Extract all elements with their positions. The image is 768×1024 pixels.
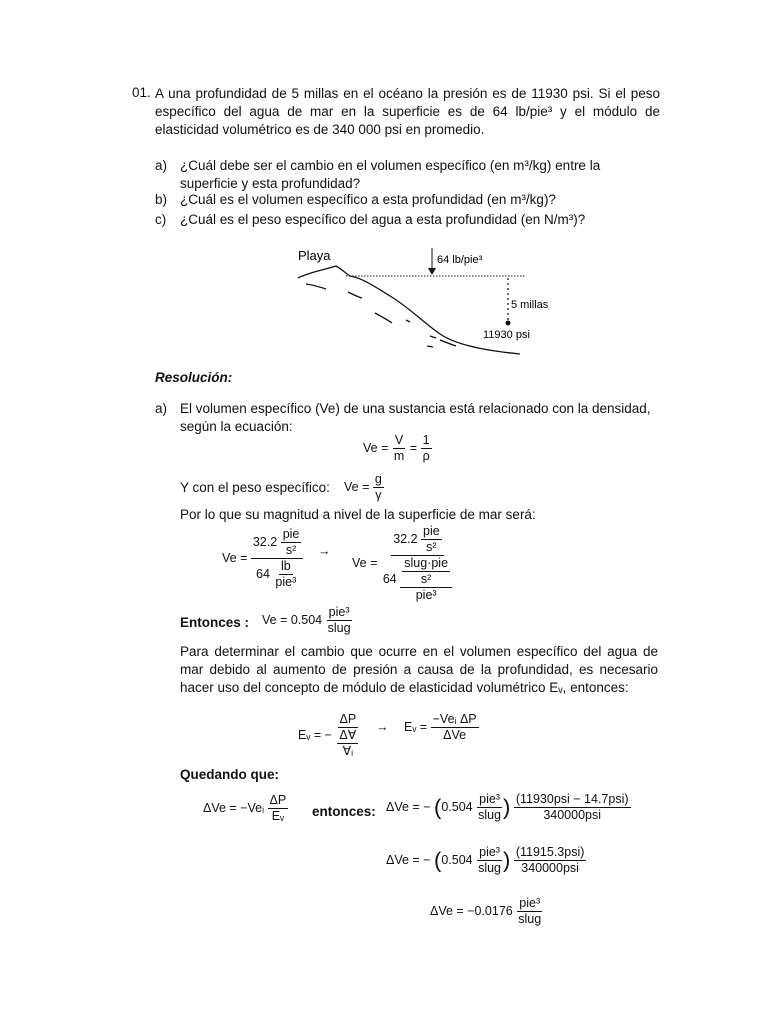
- eq1-num-b: 1: [422, 433, 430, 447]
- eq1-fraction-a: [392, 433, 406, 464]
- resolution-heading: Resolución:: [155, 370, 233, 385]
- equation-surface-result: [262, 605, 353, 636]
- eq4-den: slug: [327, 621, 351, 635]
- eq3-right-den-coef: 64: [382, 571, 397, 586]
- eq7-unit-d: slug: [478, 808, 502, 822]
- eq3-numerator: [251, 527, 304, 559]
- eq9-fraction: [516, 896, 543, 927]
- eq6-fraction: [268, 793, 289, 824]
- eq8-lhs: ΔVe = −: [386, 852, 431, 867]
- resolution-part-letter: a): [155, 401, 168, 416]
- eq5-lhs2: Eᵥ =: [404, 719, 428, 734]
- eq3-right-den-upper: [400, 556, 452, 588]
- eq3-right-num-unit-n: pie: [423, 524, 440, 538]
- eq3-denominator: [254, 559, 300, 590]
- eq5-den-d: ∀ᵢ: [342, 744, 354, 758]
- remaining-text: Quedando que:: [180, 767, 279, 782]
- question-b-text: ¿Cuál es el volumen específico a esta profundidad (en m³/kg)?: [180, 192, 556, 207]
- eq8-coef: 0.504: [441, 852, 473, 867]
- eq3-den-coef: 64: [256, 566, 270, 581]
- eq3-lhs2: Ve =: [352, 555, 378, 570]
- eq4-num: pie³: [328, 605, 350, 619]
- eq3-num-unit-d: s²: [285, 543, 297, 557]
- eq8-unit-d: slug: [478, 861, 502, 875]
- question-a-letter: a): [155, 158, 168, 173]
- eq8-den: 340000psi: [521, 861, 579, 875]
- equation-surface-left: [222, 527, 303, 590]
- eq3-right-num-unit-d: s²: [426, 540, 437, 554]
- eq3-num-unit-n: pie: [282, 527, 300, 541]
- eq4-lhs: Ve = 0.504: [262, 612, 323, 627]
- eq9-lhs: ΔVe = −0.0176: [430, 903, 513, 918]
- eq7-unit: [476, 792, 503, 823]
- depth-point-marker: [506, 321, 511, 326]
- equation-bulk-modulus-2: [404, 712, 479, 743]
- question-a-text: ¿Cuál debe ser el cambio en el volumen específico (en m³/kg) entre la superficie y esta profundidad?: [180, 158, 601, 191]
- ocean-depth-figure: [280, 240, 549, 365]
- eq7-den: 340000psi: [543, 808, 602, 822]
- eq1-fraction-b: [421, 433, 432, 464]
- eq9-den: slug: [518, 912, 542, 926]
- eq4-fraction: [326, 605, 353, 636]
- eq1-den-b: ρ: [422, 449, 430, 463]
- eq3-right-den-mid: s²: [420, 572, 432, 586]
- resolution-intro: El volumen específico (Ve) de una sustancia está relacionado con la densidad, según la ecuación:: [180, 401, 651, 434]
- eq1-num-a: V: [394, 433, 404, 447]
- beach-label: Playa: [298, 248, 331, 263]
- eq5-fraction: [335, 712, 360, 759]
- eq8-num: (11915.3psi): [515, 845, 585, 859]
- then-word: entonces:: [312, 804, 376, 819]
- equation-surface-right: [352, 524, 454, 603]
- eq7-num: (11930psi − 14.7psi): [515, 792, 629, 806]
- surface-weight-label: 64 lb/pie³: [437, 254, 483, 266]
- eq8-unit: [476, 845, 503, 876]
- equation-delta-ve-substituted: ΔVe = − (0.504 $\frac{\text{pie³}}{\text{slug}}$ ) $\frac{\text{(11930psi − 14.7psi)}}{\text{340000psi}}$: [386, 792, 629, 822]
- wave-mark: [375, 313, 392, 323]
- wave-mark: [427, 346, 433, 347]
- eq5-num2: −Veᵢ ΔP: [432, 712, 477, 726]
- eq3-right-numerator: [391, 524, 444, 556]
- eq2-lhs: Ve =: [344, 479, 370, 494]
- wave-mark: [406, 320, 410, 322]
- question-b-letter: b): [155, 192, 168, 207]
- eq5-den: [335, 728, 360, 759]
- eq5-num: ΔP: [339, 712, 357, 726]
- eq3-right-num-coef: 32.2: [393, 531, 418, 546]
- eq5-arrow: →: [376, 720, 389, 734]
- eq3-num-coef: 32.2: [252, 534, 278, 549]
- eq3-arrow: →: [318, 544, 331, 558]
- question-c-letter: c): [155, 212, 167, 227]
- equation-bulk-modulus: [298, 712, 360, 759]
- eq3-right-den-top: slug·pie: [404, 556, 449, 570]
- question-c-text: ¿Cuál es el peso específico del agua a esta profundidad (en N/m³)?: [180, 212, 586, 227]
- eq2-den: γ: [375, 488, 382, 502]
- equation-delta-ve-simplified: ΔVe = − (0.504 $\frac{\text{pie³}}{\text{slug}}$ ) $\frac{\text{(11915.3psi)}}{\text{340000psi}}$: [386, 845, 585, 875]
- eq7-coef: 0.504: [441, 799, 473, 814]
- equation-delta-ve: [203, 793, 288, 824]
- eq7-fraction: [514, 792, 631, 823]
- eq1-equals: =: [409, 440, 418, 455]
- eq8-unit-n: pie³: [479, 845, 500, 859]
- eq6-num: ΔP: [269, 793, 287, 807]
- equation-delta-ve-result: [430, 896, 543, 927]
- eq3-big-fraction: [251, 527, 304, 590]
- change-explanation: Para determinar el cambio que ocurre en el volumen específico del agua de mar debido al aumento de presión a causa de la profundidad, es necesario hacer uso del concepto de módulo de elasticidad volumétrico Eᵥ, entonces:: [180, 644, 658, 695]
- pressure-label: 11930 psi: [483, 329, 530, 341]
- eq2-fraction: [373, 472, 384, 503]
- wave-mark: [430, 336, 436, 338]
- equation-specific-volume: [363, 433, 432, 464]
- eq5-den-n: Δ∀: [339, 728, 357, 742]
- eq1-lhs: Ve =: [363, 440, 389, 455]
- eq5-lhs: Eᵥ = −: [298, 727, 332, 742]
- eq6-lhs: ΔVe = −Veᵢ: [203, 800, 265, 815]
- problem-number: 01.: [132, 85, 151, 100]
- eq3-right-fraction: [381, 524, 454, 603]
- eq5-den2: ΔVe: [443, 728, 467, 742]
- then-label: Entonces :: [180, 615, 250, 630]
- eq7-unit-n: pie³: [479, 792, 500, 806]
- wave-mark: [306, 284, 326, 289]
- eq3-lhs: Ve =: [222, 550, 248, 565]
- surface-force-arrowhead: [428, 268, 436, 275]
- eq3-right-denominator: [381, 556, 454, 603]
- surface-magnitude-text: Por lo que su magnitud a nivel de la superficie de mar será:: [180, 507, 536, 522]
- eq3-den-unit-d: pie³: [275, 575, 297, 589]
- specific-weight-text: Y con el peso específico:: [180, 480, 330, 495]
- eq6-den: Eᵥ: [271, 809, 285, 823]
- equation-weight: [344, 472, 384, 503]
- eq3-den-unit-n: lb: [280, 559, 291, 573]
- problem-statement: A una profundidad de 5 millas en el océano la presión es de 11930 psi. Si el peso específico del agua de mar en la superficie es de 64 lb/pie³ y el módulo de elasticidad volumétrico es de 340 000 psi en promedio.: [155, 86, 660, 137]
- eq3-right-den-bot: pie³: [415, 588, 437, 602]
- eq7-lhs: ΔVe = −: [386, 799, 431, 814]
- eq1-den-a: m: [393, 449, 405, 463]
- eq5-fraction-2: [431, 712, 479, 743]
- eq9-num: pie³: [519, 896, 541, 910]
- wave-mark: [348, 292, 362, 298]
- depth-label: 5 millas: [511, 299, 549, 311]
- eq8-fraction: [514, 845, 587, 876]
- eq2-num: g: [374, 472, 382, 486]
